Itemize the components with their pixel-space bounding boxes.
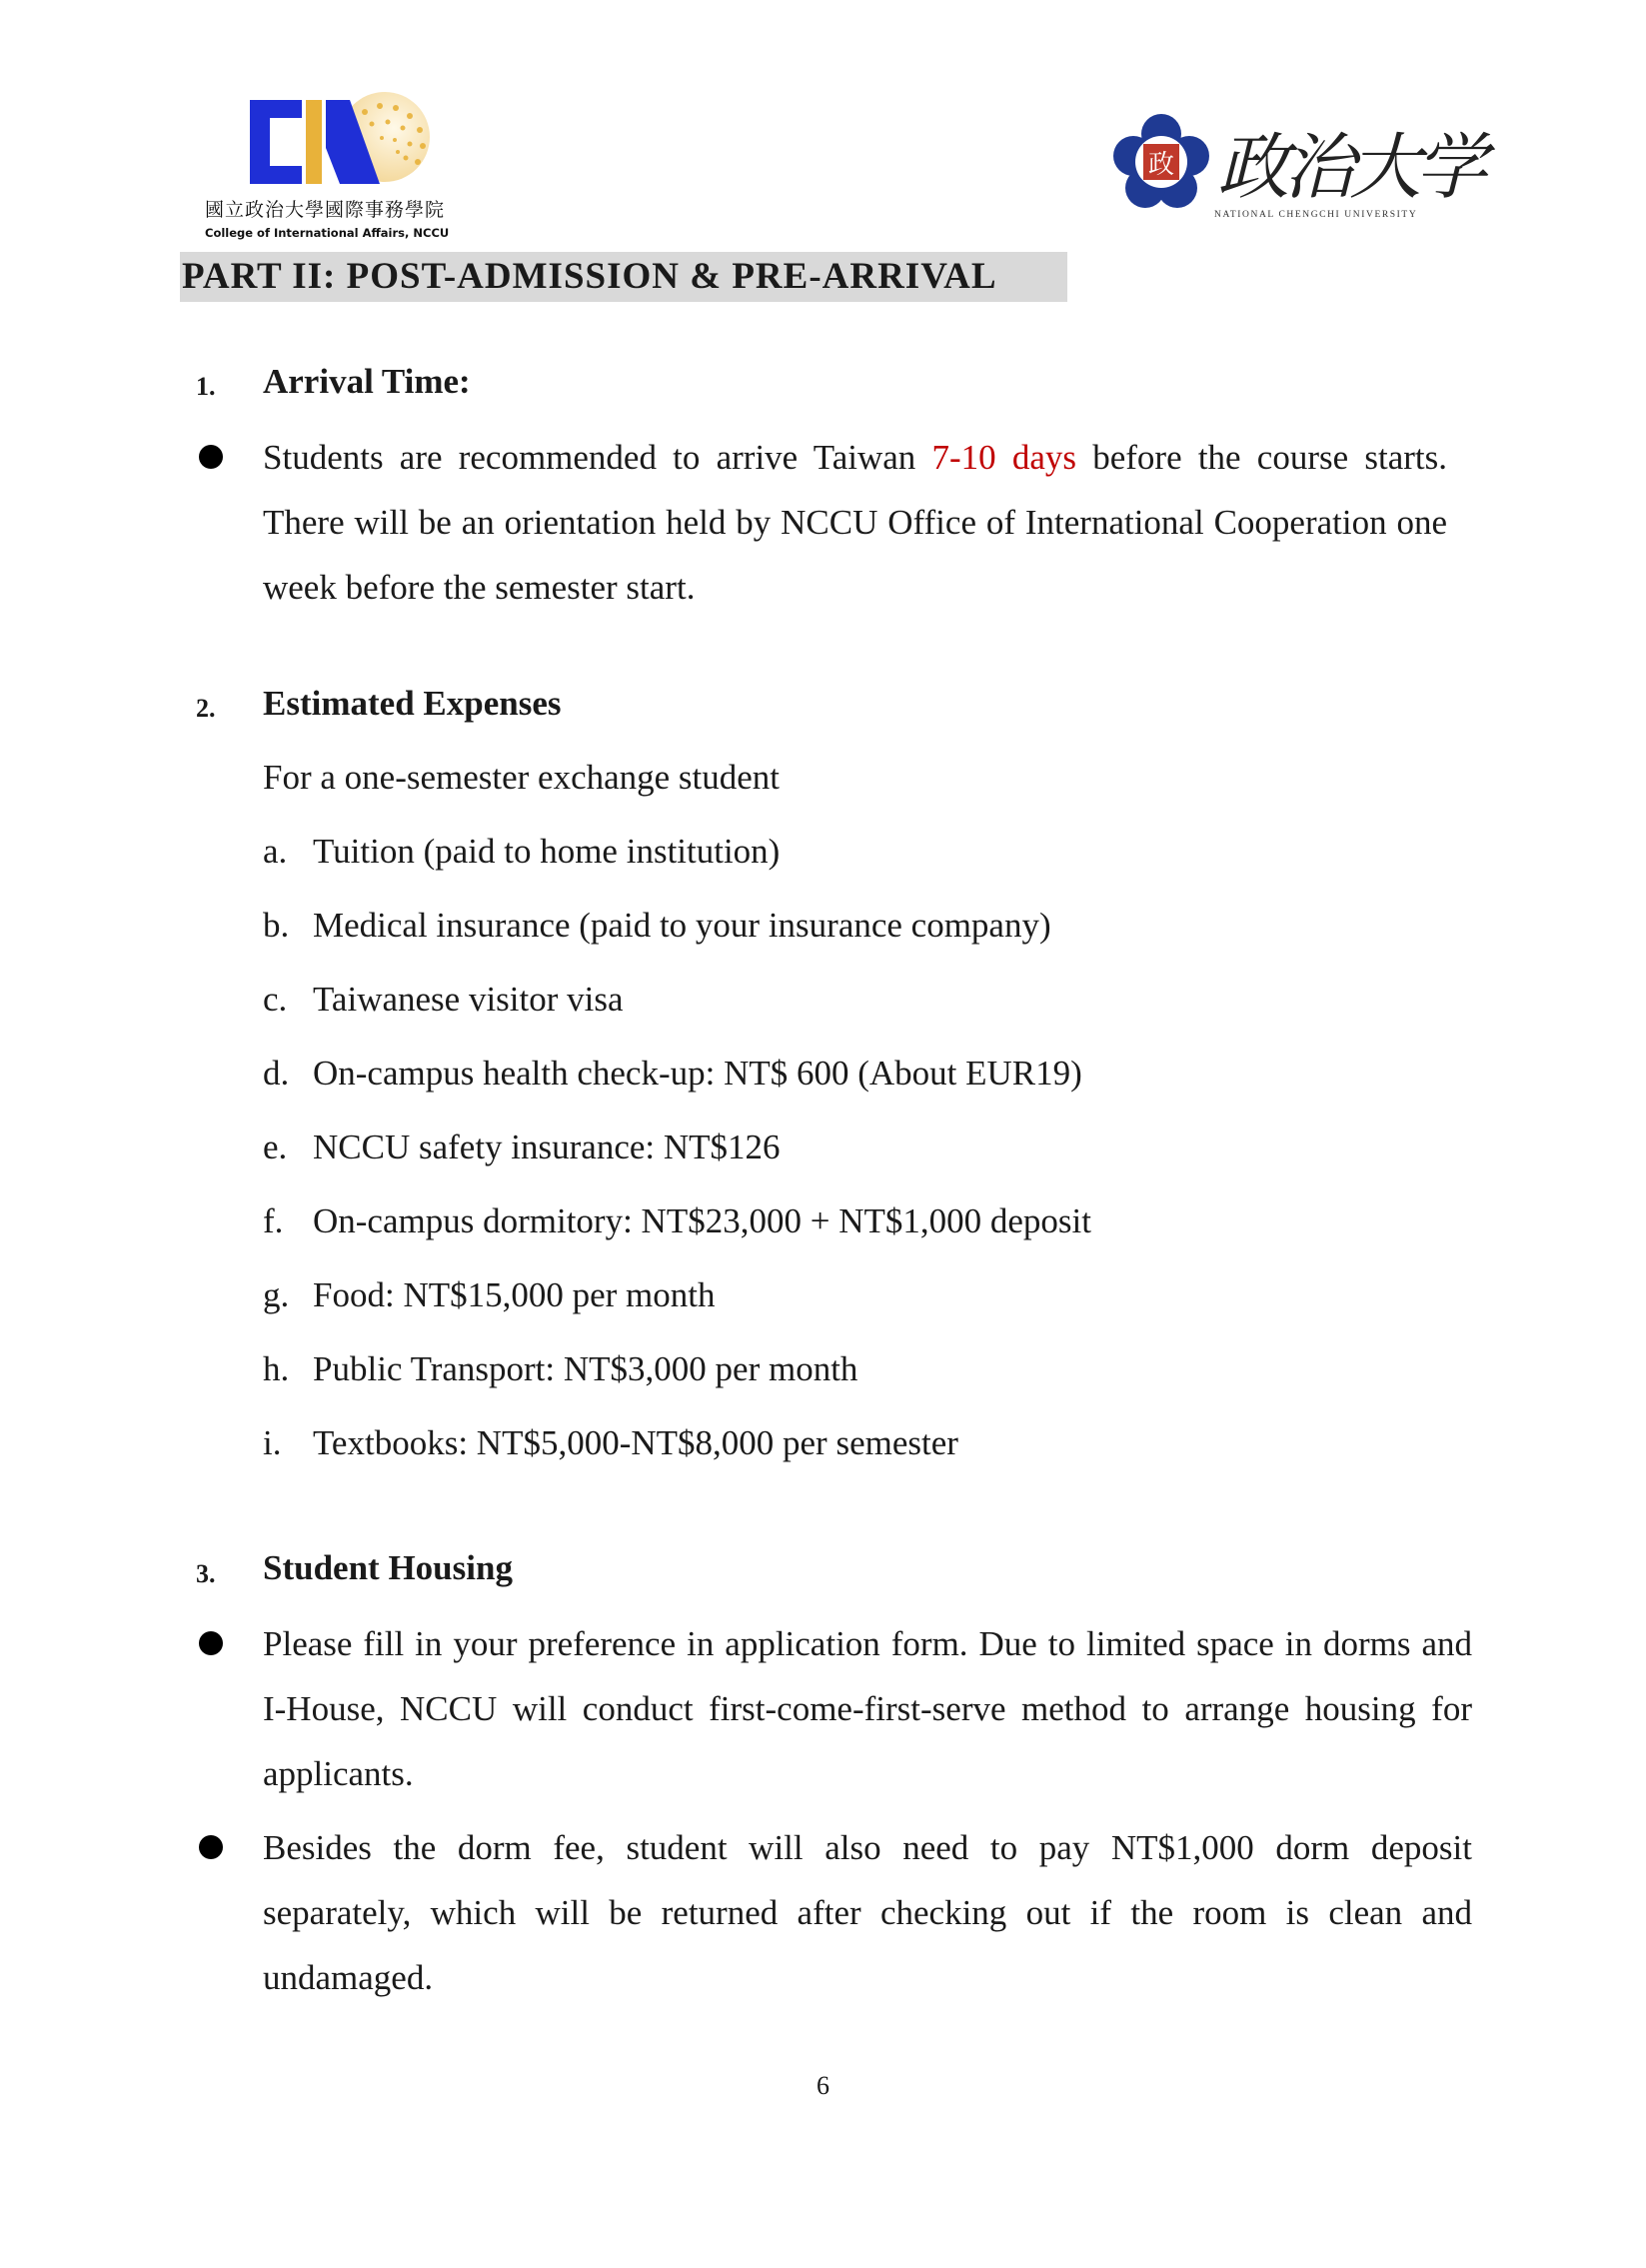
list-item bbox=[263, 1054, 1082, 1094]
cia-logo-icon bbox=[240, 92, 440, 187]
list-letter: a. bbox=[263, 832, 288, 871]
university-calligraphy: 政治大学 bbox=[1217, 125, 1482, 209]
arrival-paragraph bbox=[263, 425, 1447, 620]
list-item bbox=[263, 980, 624, 1020]
list-letter: c. bbox=[263, 980, 288, 1019]
list-letter: g. bbox=[263, 1275, 290, 1314]
bullet-icon bbox=[199, 1835, 223, 1859]
section-3-number: 3. bbox=[196, 1559, 216, 1588]
list-text: Food: NT$15,000 per month bbox=[313, 1275, 716, 1314]
arrival-highlight: 7-10 days bbox=[931, 438, 1077, 477]
university-name-en: NATIONAL CHENGCHI UNIVERSITY bbox=[1214, 210, 1418, 220]
list-item bbox=[263, 832, 780, 872]
list-text: Medical insurance (paid to your insurance company) bbox=[313, 906, 1051, 945]
list-item bbox=[263, 906, 1051, 946]
section-2-number: 2. bbox=[196, 694, 216, 723]
college-name-en: College of International Affairs, NCCU bbox=[205, 226, 450, 240]
list-letter: i. bbox=[263, 1423, 282, 1462]
list-text: Public Transport: NT$3,000 per month bbox=[313, 1349, 858, 1388]
list-letter: e. bbox=[263, 1128, 288, 1166]
college-logo bbox=[205, 92, 495, 252]
list-text: Textbooks: NT$5,000-NT$8,000 per semester bbox=[313, 1423, 958, 1462]
section-2-heading: Estimated Expenses bbox=[263, 684, 562, 723]
university-logo bbox=[1109, 112, 1482, 227]
housing-paragraph-2: Besides the dorm fee, student will also need to pay NT$1,000 dorm deposit separately, which will be returned after checking out if the room is clean and undamaged. bbox=[263, 1828, 1472, 1997]
list-text: Taiwanese visitor visa bbox=[313, 980, 624, 1019]
expenses-intro: For a one-semester exchange student bbox=[263, 758, 781, 797]
nccu-seal-icon bbox=[1109, 112, 1482, 210]
section-1-number: 1. bbox=[196, 372, 216, 401]
list-letter: h. bbox=[263, 1349, 290, 1388]
list-letter: d. bbox=[263, 1054, 290, 1093]
list-item bbox=[263, 1423, 958, 1463]
list-text: Tuition (paid to home institution) bbox=[313, 832, 781, 871]
bullet-icon bbox=[199, 445, 223, 469]
list-item bbox=[263, 1201, 1091, 1241]
arrival-text-before: Students are recommended to arrive Taiwan bbox=[263, 438, 932, 477]
seal-char: 政 bbox=[1147, 150, 1175, 180]
housing-paragraph-1: Please fill in your preference in application form. Due to limited space in dorms and I-House, NCCU will conduct first-come-first-serve method to arrange housing for applicants. bbox=[263, 1624, 1472, 1793]
page-number: 6 bbox=[817, 2071, 829, 2100]
list-text: On-campus dormitory: NT$23,000 + NT$1,000 deposit bbox=[313, 1201, 1091, 1240]
list-item bbox=[263, 1349, 857, 1389]
list-item bbox=[263, 1275, 715, 1315]
arrival-text-after: before the course starts. There will be an orientation held by NCCU Office of International Cooperation one week before the semester start. bbox=[263, 438, 1447, 607]
bullet-icon bbox=[199, 1631, 223, 1655]
list-text: On-campus health check-up: NT$ 600 (About EUR19) bbox=[313, 1054, 1082, 1093]
section-1-heading: Arrival Time: bbox=[263, 362, 471, 401]
list-letter: b. bbox=[263, 906, 290, 945]
page-title: PART II: POST-ADMISSION & PRE-ARRIVAL bbox=[180, 252, 1067, 302]
section-3-heading: Student Housing bbox=[263, 1548, 513, 1587]
college-name-zh: 國立政治大學國際事務學院 bbox=[205, 199, 446, 221]
list-text: NCCU safety insurance: NT$126 bbox=[313, 1128, 781, 1166]
list-letter: f. bbox=[263, 1201, 284, 1240]
list-item bbox=[263, 1128, 781, 1167]
